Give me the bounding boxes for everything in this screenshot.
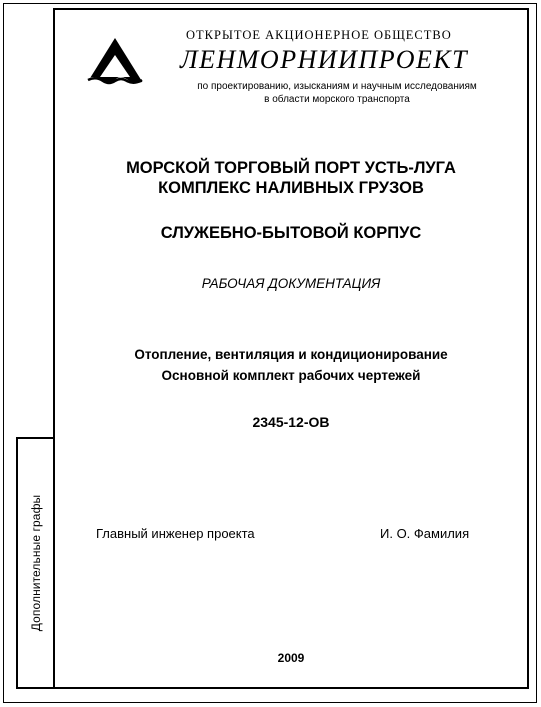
document-year: 2009 [277, 651, 305, 665]
document-type: РАБОЧАЯ ДОКУМЕНТАЦИЯ [201, 276, 381, 291]
project-title [56, 158, 526, 198]
document-code: 2345-12-ОВ [252, 414, 330, 430]
project-title-line-1: МОРСКОЙ ТОРГОВЫЙ ПОРТ УСТЬ-ЛУГА [126, 159, 456, 177]
signature-name: И. О. Фамилия [380, 526, 470, 541]
project-title-line-2: КОМПЛЕКС НАЛИВНЫХ ГРУЗОВ [158, 179, 424, 197]
org-description-line-1: по проектированию, изысканиям и научным исследованиям [197, 81, 477, 92]
section-title-line-1: Отопление, вентиляция и кондиционирование [134, 347, 448, 362]
org-name: ЛЕНМОРНИИПРОЕКТ [180, 45, 469, 74]
org-type: ОТКРЫТОЕ АКЦИОНЕРНОЕ ОБЩЕСТВО [186, 28, 452, 42]
additional-columns-label: Дополнительные графы [29, 494, 43, 632]
section-title [56, 344, 526, 386]
signature-role: Главный инженер проекта [96, 526, 255, 541]
additional-columns-box [16, 437, 54, 689]
section-title-line-2: Основной комплект рабочих чертежей [161, 368, 421, 383]
org-description [172, 80, 502, 106]
org-description-line-2: в области морского транспорта [264, 94, 410, 105]
building-name: СЛУЖЕБНО-БЫТОВОЙ КОРПУС [160, 224, 422, 242]
triangle-wave-logo-icon [84, 36, 146, 88]
